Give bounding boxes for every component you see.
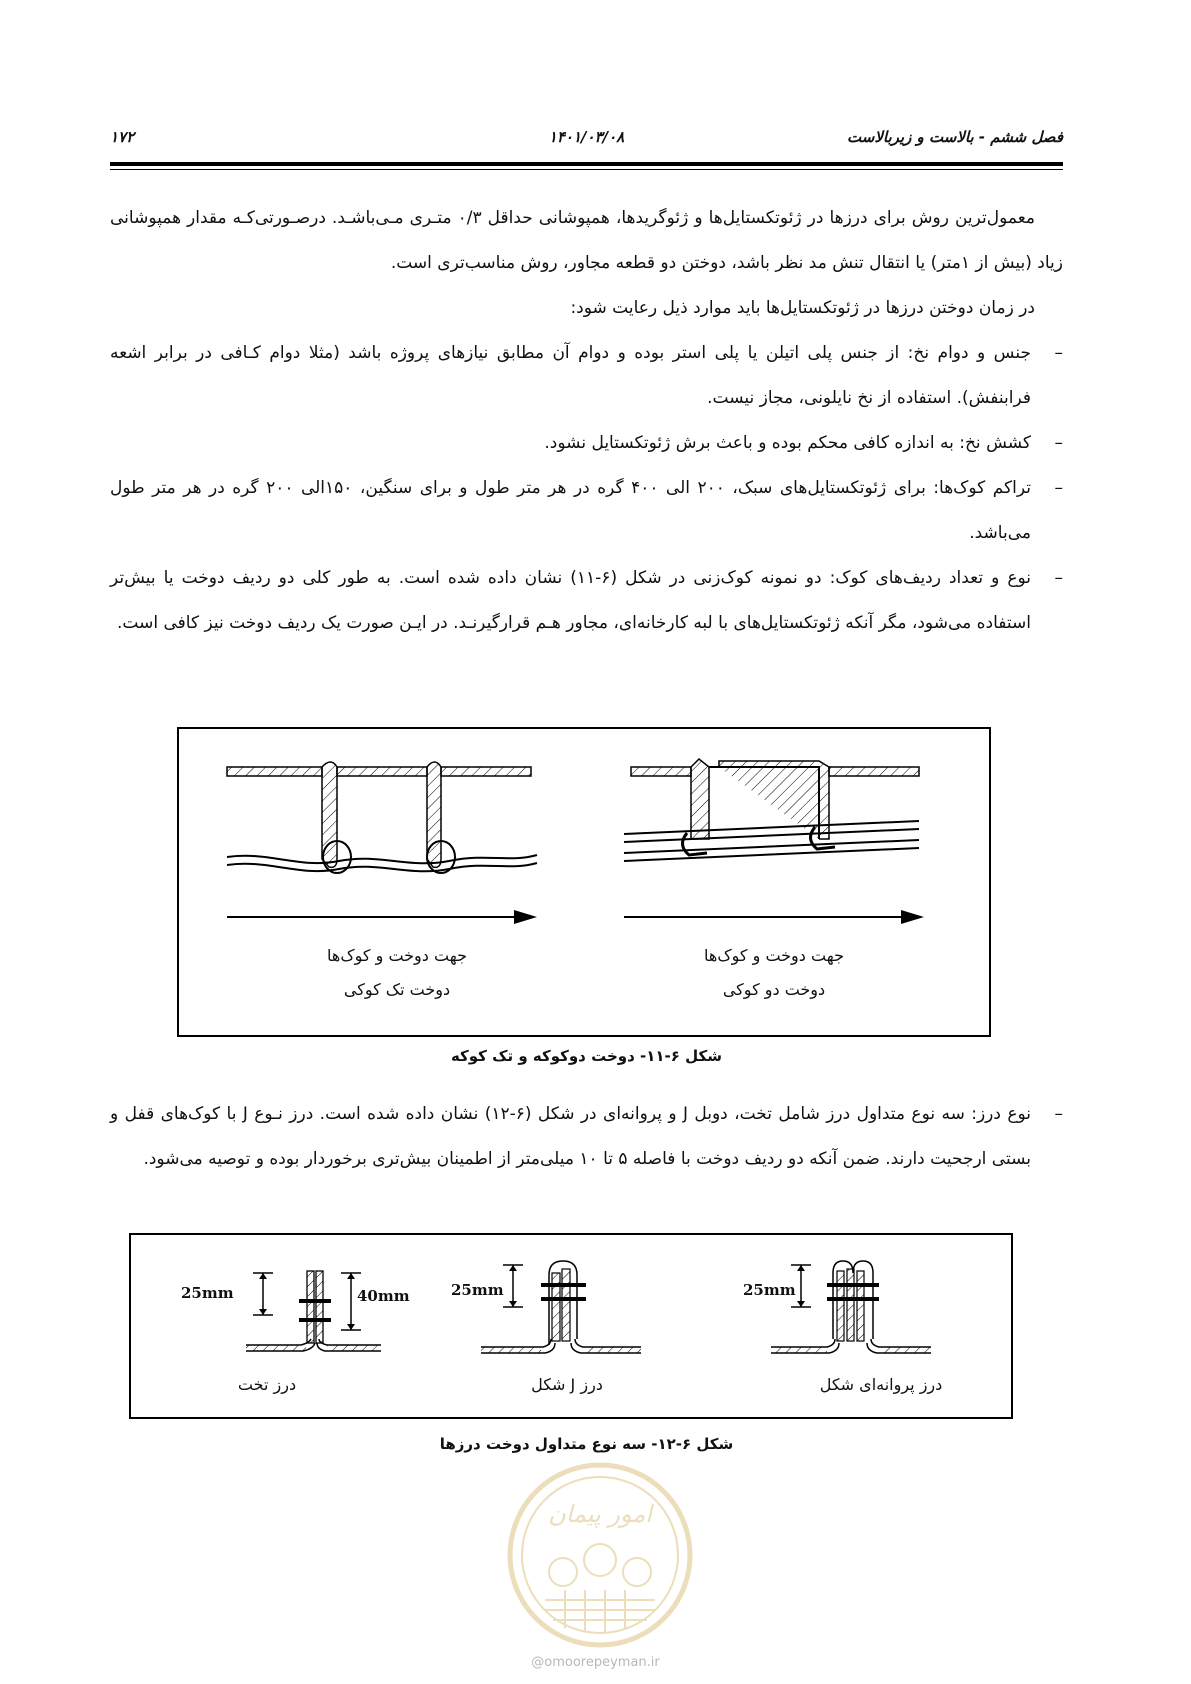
figure-11-caption: شکل ۶-۱۱- دوخت دوکوکه و تک کوکه — [450, 1047, 723, 1065]
bullet-item: – نوع درز: سه نوع متداول درز شامل تخت، دوبل J و پروانه‌ای در شکل (۶-۱۲) نشان داده شده است. درز نـوع J با کوک‌های قفل و بستی ارجحیت دارند. ضمن آنکه دو ردیف دوخت با فاصله ۵ تا ۱۰ میلی‌متر از اطمینان بیش‌تری برخوردار بوده و توصیه می‌شود. — [110, 1104, 1063, 1169]
j-seam-drawing — [481, 1261, 641, 1353]
double-stitch-drawing — [624, 759, 924, 924]
flat-seam-dimension-25mm: 25mm — [181, 1284, 234, 1302]
single-stitch-drawing — [227, 762, 537, 924]
figure-stitch-types — [177, 727, 991, 1037]
page-number: ۱۷۲ — [110, 128, 135, 146]
body-text-block-2 — [110, 1092, 1063, 1182]
intro-paragraph-2: در زمان دوختن درزها در ژئوتکستایل‌ها باید موارد ذیل رعایت شود: — [570, 298, 1035, 318]
header-rule-thick — [110, 162, 1063, 166]
watermark-logo — [505, 1460, 695, 1650]
footer-site: @omoorepeyman.ir — [531, 1655, 660, 1670]
bullet-item: – کشش نخ: به اندازه کافی محکم بوده و باعث برش ژئوتکستایل نشود. — [544, 433, 1063, 453]
header-rule-thin — [110, 169, 1063, 170]
flat-seam-label: درز تخت — [237, 1375, 297, 1394]
seal-icon — [505, 1460, 695, 1650]
body-text-block — [110, 196, 1063, 646]
single-stitch-direction-label: جهت دوخت و کوک‌ها — [327, 946, 467, 965]
double-stitch-label: دوخت دو کوکی — [722, 980, 826, 999]
double-stitch-direction-label: جهت دوخت و کوک‌ها — [704, 946, 844, 965]
flat-seam-dimension-40mm: 40mm — [357, 1287, 410, 1305]
svg-text:امور پیمان: امور پیمان — [548, 1500, 652, 1528]
page-header — [110, 128, 1063, 152]
single-stitch-label: دوخت تک کوکی — [343, 980, 451, 999]
butterfly-seam-drawing — [771, 1261, 931, 1353]
bullet-item: – تراکم کوک‌ها: برای ژئوتکستایل‌های سبک، ۲۰۰ الی ۴۰۰ گره در هر متر طول و برای سنگین، ۱۵۰الی ۲۰۰ گره در هر متر طول می‌باشد. — [110, 478, 1063, 543]
figure-seam-types — [129, 1233, 1013, 1419]
butterfly-seam-label: درز پروانه‌ای شکل — [819, 1375, 943, 1394]
chapter-title: فصل ششم - بالاست و زیربالاست — [847, 128, 1063, 146]
j-seam-label: درز J شکل — [531, 1375, 603, 1394]
intro-paragraph: معمول‌ترین روش برای درزها در ژئوتکستایل‌ها و ژئوگریدها، همپوشانی حداقل ۰/۳ متـری مـی‌باشـد. درصـورتی‌کـه مقدار همپوشانی زیاد (بیش از ۱متر) یا انتقال تنش مد نظر باشد، دوختن دو قطعه مجاور، روش مناسب‌تری است. — [110, 208, 1063, 273]
bullet-item: – نوع و تعداد ردیف‌های کوک: دو نمونه کوک‌زنی در شکل (۶-۱۱) نشان داده شده است. به طور کلی دو ردیف دوخت یا بیش‌تر استفاده می‌شود، مگر آنکه ژئوتکستایل‌های با لبه کارخانه‌ای، مجاور هـم قرارگیرنـد. در ایـن صورت یک ردیف دوخت نیز کافی است. — [110, 568, 1063, 633]
butterfly-seam-dimension-25mm: 25mm — [743, 1281, 796, 1299]
bullet-item: – جنس و دوام نخ: از جنس پلی اتیلن یا پلی استر بوده و دوام آن مطابق نیازهای پروژه باشد (مثلا دوام کـافی در برابر اشعه فرابنفش). استفاده از نخ نایلونی، مجاز نیست. — [110, 343, 1063, 408]
figure-12-caption: شکل ۶-۱۲- سه نوع متداول دوخت درزها — [439, 1435, 734, 1453]
j-seam-dimension-25mm: 25mm — [451, 1281, 504, 1299]
flat-seam-drawing — [246, 1271, 381, 1351]
header-date: ۱۴۰۱/۰۳/۰۸ — [548, 128, 625, 146]
